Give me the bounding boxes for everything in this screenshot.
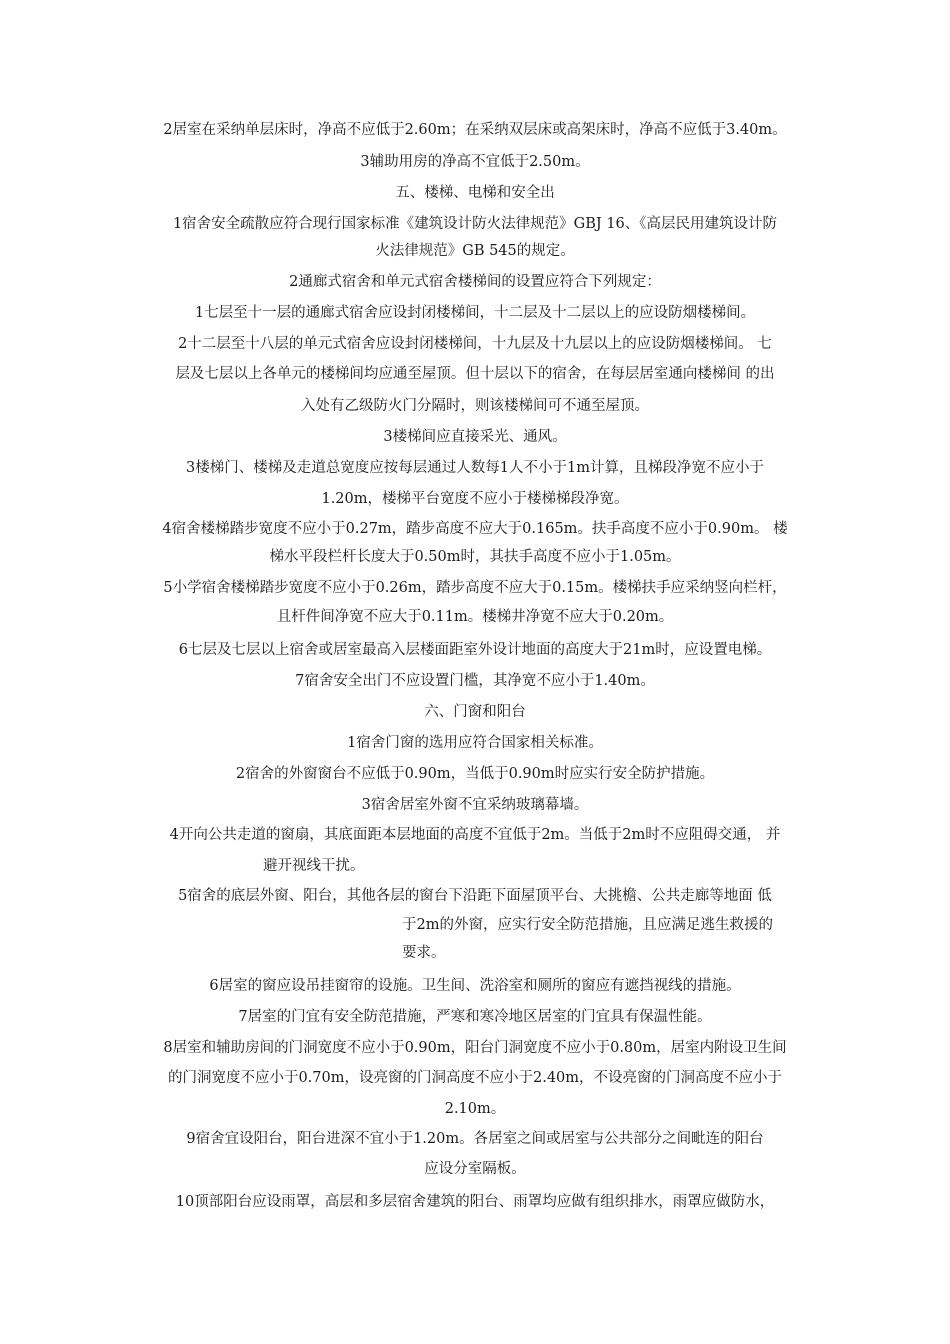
text-line: 2十二层至十八层的单元式宿舍应设封闭楼梯间，十九层及十九层以上的应设防烟楼梯间。 七 bbox=[178, 336, 772, 352]
text-line: 8居室和辅助房间的门洞宽度不应小于0.90m，阳台门洞宽度不应小于0.80m，居室内附设卫生间 bbox=[163, 1040, 787, 1056]
text-line: 3楼梯门、楼梯及走道总宽度应按每层通过人数每1人不小于1m计算，且梯段净宽不应小于 bbox=[186, 460, 764, 476]
text-line: 2居室在采纳单层床时，净高不应低于2.60m；在采纳双层床或高架床时，净高不应低于3.40m。 bbox=[163, 122, 787, 138]
text-line: 入处有乙级防火门分隔时，则该楼梯间可不通至屋顶。 bbox=[301, 398, 649, 414]
text-line: 2宿舍的外窗窗台不应低于0.90m，当低于0.90m时应实行安全防护措施。 bbox=[235, 766, 715, 782]
text-line: 4宿舍楼梯踏步宽度不应小于0.27m，踏步高度不应大于0.165m。扶手高度不应小于0.90m。 楼 bbox=[162, 521, 788, 537]
section-heading: 五、楼梯、电梯和安全出 bbox=[395, 185, 555, 201]
text-line: 要求。 bbox=[402, 945, 446, 961]
section-heading: 六、门窗和阳台 bbox=[424, 704, 526, 720]
text-line: 5小学宿舍楼梯踏步宽度不应小于0.26m，踏步高度不应大于0.15m。楼梯扶手应采纳竖向栏杆， bbox=[163, 580, 787, 596]
text-line: 火法律规范》GB 545的规定。 bbox=[375, 243, 575, 259]
text-line: 3楼梯间应直接采光、通风。 bbox=[383, 429, 567, 445]
text-line: 1宿舍安全疏散应符合现行国家标准《建筑设计防火法律规范》GBJ 16、《高层民用建筑设计防 bbox=[172, 216, 778, 232]
text-line: 7居室的门宜有安全防范措施，严寒和寒冷地区居室的门宜具有保温性能。 bbox=[238, 1009, 712, 1025]
text-line: 3辅助用房的净高不宜低于2.50m。 bbox=[360, 154, 590, 170]
text-line: 的门洞宽度不应小于0.70m，设亮窗的门洞高度不应小于2.40m，不设亮窗的门洞高度不应小于 bbox=[167, 1070, 783, 1086]
text-line: 4开向公共走道的窗扇，其底面距本层地面的高度不宜低于2m。当低于2m时不应阻碍交通， 并 bbox=[169, 827, 781, 843]
text-line: 应设分室隔板。 bbox=[424, 1161, 526, 1177]
text-line: 7宿舍安全出门不应设置门槛，其净宽不应小于1.40m。 bbox=[295, 673, 655, 689]
text-line: 1.20m，楼梯平台宽度不应小于楼梯梯段净宽。 bbox=[321, 491, 629, 507]
text-line: 2.10m。 bbox=[444, 1101, 506, 1117]
text-line: 避开视线干扰。 bbox=[263, 858, 365, 874]
text-line: 于2m的外窗，应实行安全防范措施，且应满足逃生救援的 bbox=[402, 917, 773, 933]
text-line: 6居室的窗应设吊挂窗帘的设施。卫生间、洗浴室和厕所的窗应有遮挡视线的措施。 bbox=[209, 978, 741, 994]
text-line: 2通廊式宿舍和单元式宿舍楼梯间的设置应符合下列规定： bbox=[289, 274, 661, 290]
text-line: 5宿舍的底层外窗、阳台，其他各层的窗台下沿距下面屋顶平台、大挑檐、公共走廊等地面 低 bbox=[178, 888, 772, 904]
text-line: 3宿舍居室外窗不宜采纳玻璃幕墙。 bbox=[361, 797, 589, 813]
text-line: 且杆件间净宽不应大于0.11m。楼梯井净宽不应大于0.20m。 bbox=[276, 609, 674, 625]
text-line: 9宿舍宜设阳台，阳台进深不宜小于1.20m。各居室之间或居室与公共部分之间毗连的阳台 bbox=[186, 1131, 764, 1147]
text-line: 6七层及七层以上宿舍或居室最高入层楼面距室外设计地面的高度大于21m时，应设置电梯。 bbox=[178, 642, 772, 658]
text-line: 10顶部阳台应设雨罩，高层和多层宿舍建筑的阳台、雨罩均应做有组织排水，雨罩应做防水， bbox=[175, 1194, 775, 1210]
text-line: 层及七层以上各单元的楼梯间均应通至屋顶。但十层以下的宿舍，在每层居室通向楼梯间 的出 bbox=[175, 366, 775, 382]
text-line: 1宿舍门窗的选用应符合国家相关标准。 bbox=[347, 735, 603, 751]
text-line: 梯水平段栏杆长度大于0.50m时，其扶手高度不应小于1.05m。 bbox=[269, 549, 681, 565]
text-line: 1七层至十一层的通廊式宿舍应设封闭楼梯间，十二层及十二层以上的应设防烟楼梯间。 bbox=[194, 305, 756, 321]
